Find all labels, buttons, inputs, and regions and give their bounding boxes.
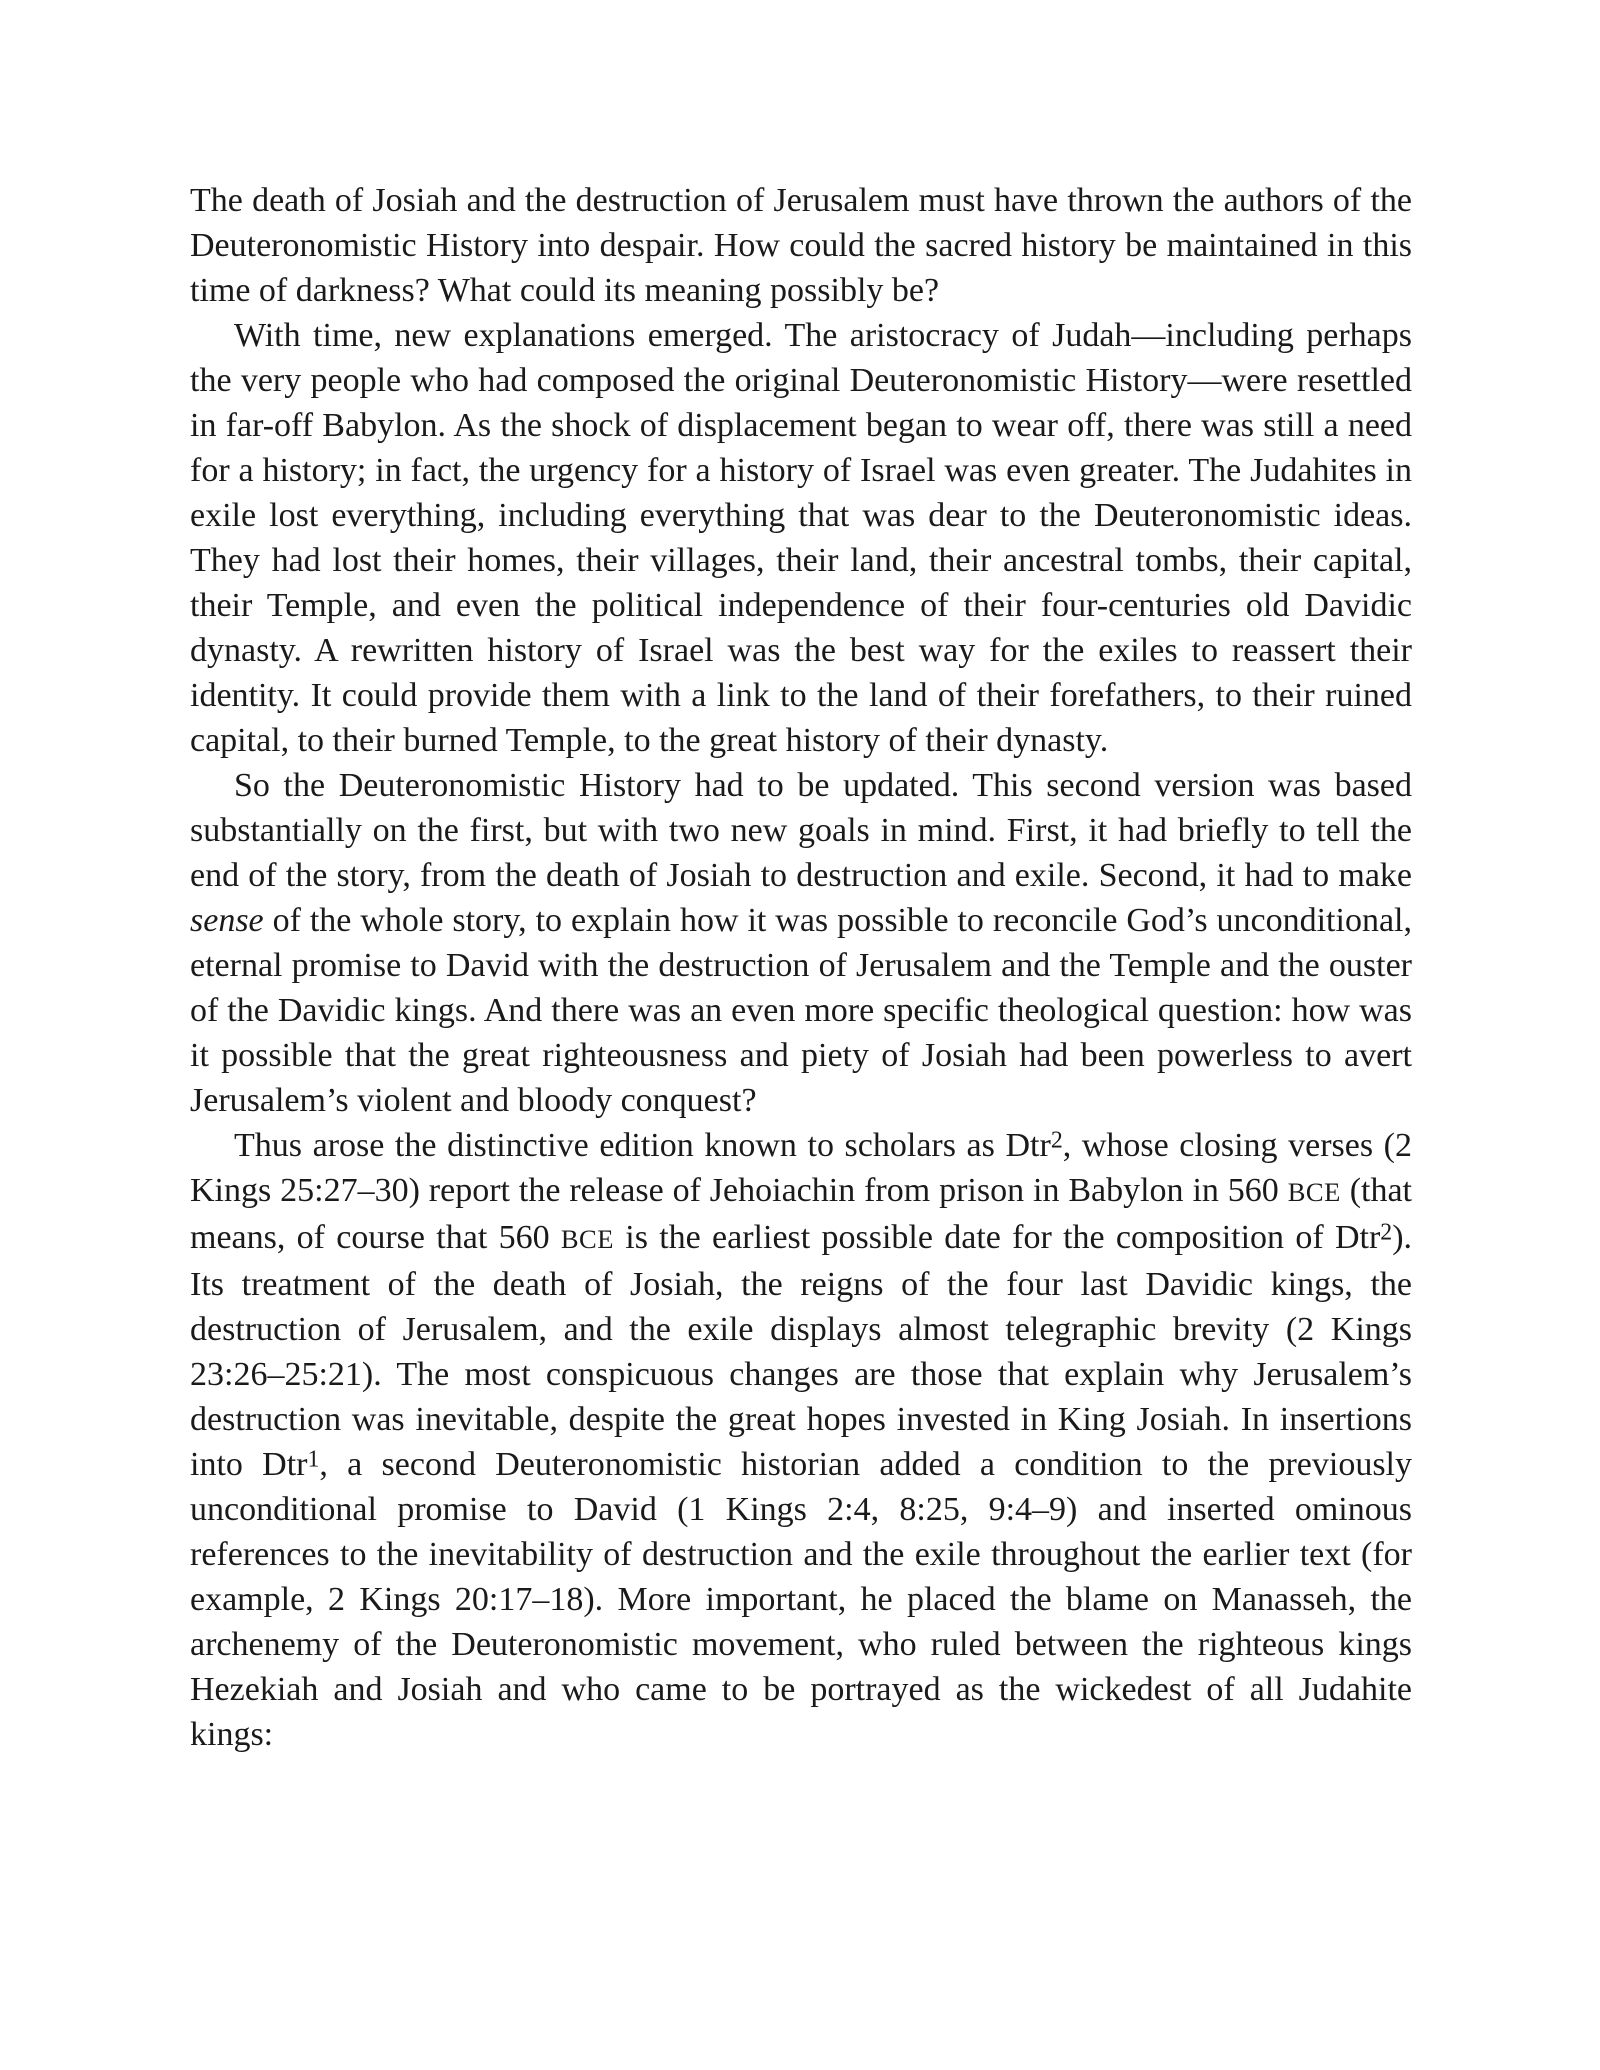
small-caps-bce-a: BCE (1287, 1177, 1341, 1207)
paragraph-3-text-a: So the Deuteronomistic History had to be updated. This second version was based substantially on the first, but with two new goals in mind. First, it had briefly to tell the end of the story, from the death of Josiah to destruction and exile. Second, it had to make (190, 767, 1412, 894)
paragraph-4-text-5: ). Its treatment of the death of Josiah, the reigns of the four last Davidic kings, the destruction of Jerusalem, and the exile displays almost telegraphic brevity (2 Kings 23:26–25:21). The most conspicuous changes are those that explain why Jerusalem’s destruction was inevitable, despite the great hopes invested in King Josiah. In insertions into Dtr (190, 1219, 1413, 1483)
small-caps-bce-b: BCE (560, 1224, 614, 1254)
superscript-dtr2-b: 2 (1380, 1219, 1393, 1246)
paragraph-4-text-2: , whose closing verses (2 Kings 25:27–30) report the release of Jehoiachin from prison in Babylon in 560 (190, 1127, 1412, 1209)
paragraph-4-text-6: , a second Deuteronomistic historian added a condition to the previously unconditional promise to David (1 Kings 2:4, 8:25, 9:4–9) and inserted ominous references to the inevitability of destruction and the exile throughout the earlier text (for example, 2 Kings 20:17–18). More important, he placed the blame on Manasseh, the archenemy of the Deuteronomistic movement, who ruled between the righteous kings Hezekiah and Josiah and who came to be portrayed as the wickedest of all Judahite kings: (190, 1446, 1412, 1753)
paragraph-3 (190, 763, 1412, 1123)
paragraph-4-text-4: is the earliest possible date for the composition of Dtr (613, 1219, 1381, 1256)
page-body (190, 178, 1412, 1757)
paragraph-2: With time, new explanations emerged. The aristocracy of Judah—including perhaps the very people who had composed the original Deuteronomistic History—were resettled in far-off Babylon. As the shock of displacement began to wear off, there was still a need for a history; in fact, the urgency for a history of Israel was even greater. The Judahites in exile lost everything, including everything that was dear to the Deuteronomistic ideas. They had lost their homes, their villages, their land, their ancestral tombs, their capital, their Temple, and even the political independence of their four-centuries old Davidic dynasty. A rewritten history of Israel was the best way for the exiles to reassert their identity. It could provide them with a link to the land of their forefathers, to their ruined capital, to their burned Temple, to the great history of their dynasty. (190, 317, 1412, 759)
paragraph-4-text-1: Thus arose the distinctive edition known to scholars as Dtr (234, 1127, 1051, 1164)
paragraph-1: The death of Josiah and the destruction of Jerusalem must have thrown the authors of the Deuteronomistic History into despair. How could the sacred history be maintained in this time of darkness? What could its meaning possibly be? (190, 182, 1412, 309)
superscript-dtr2-a: 2 (1050, 1127, 1063, 1154)
paragraph-3-text-b: of the whole story, to explain how it was possible to reconcile God’s unconditional, eternal promise to David with the destruction of Jerusalem and the Temple and the ouster of the Davidic kings. And there was an even more specific theological question: how was it possible that the great righteousness and piety of Josiah had been powerless to avert Jerusalem’s violent and bloody conquest? (190, 902, 1412, 1119)
paragraph-4-text-3: (that means, of course that 560 (190, 1172, 1413, 1256)
emphasis-sense: sense (190, 902, 264, 939)
superscript-dtr1: 1 (307, 1446, 320, 1473)
paragraph-4 (190, 1123, 1412, 1757)
